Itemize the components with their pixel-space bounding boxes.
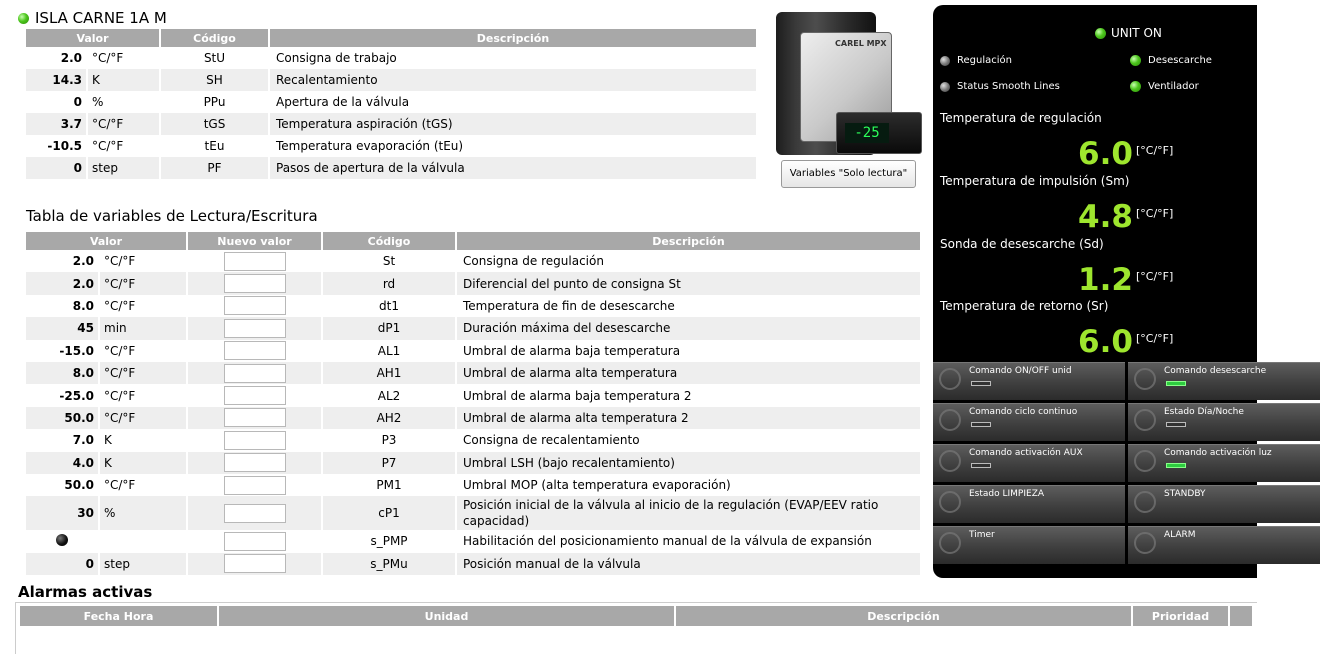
status-desescarche xyxy=(1130,55,1212,66)
readwrite-variables-table xyxy=(24,232,922,575)
code-cell: rd xyxy=(323,272,455,294)
unit-status-panel xyxy=(933,5,1272,578)
temp-label-retorno: Temperatura de retorno (Sr) xyxy=(940,299,1109,313)
unit-cell xyxy=(100,530,186,552)
code-cell: dt1 xyxy=(379,298,399,313)
device-lcd: -25 xyxy=(845,123,889,143)
command-icon xyxy=(939,450,961,472)
temp-unit: [°C/°F] xyxy=(1136,144,1174,157)
status-led-icon xyxy=(18,13,29,24)
unit-cell: K xyxy=(88,69,159,91)
col-header-codigo: Código xyxy=(323,232,455,250)
command-button[interactable] xyxy=(933,444,1125,482)
unit-cell: °C/°F xyxy=(104,298,136,313)
status-label: Regulación xyxy=(957,55,1012,66)
new-value-input[interactable] xyxy=(224,431,286,450)
command-button[interactable] xyxy=(1128,444,1320,482)
page-title: ISLA CARNE 1A M xyxy=(35,9,167,27)
table-row xyxy=(26,496,920,530)
code-cell: dP1 xyxy=(323,317,455,339)
new-value-cell xyxy=(188,295,321,317)
command-label: Comando ON/OFF unid xyxy=(969,366,1072,376)
table-row xyxy=(26,113,756,135)
command-icon xyxy=(1134,491,1156,513)
code-cell: SH xyxy=(161,69,268,91)
command-state-indicator xyxy=(1166,463,1186,468)
description-cell: Temperatura de fin de desescarche xyxy=(463,298,675,313)
status-smooth-lines xyxy=(940,81,1060,92)
description-cell: Consigna de regulación xyxy=(463,254,604,269)
description-cell: Posición manual de la válvula xyxy=(457,553,920,575)
temp-value-retorno: 6.0 xyxy=(1078,324,1133,360)
new-value-input[interactable] xyxy=(224,386,286,405)
new-value-cell xyxy=(188,553,321,575)
device-logo: CAREL MPX xyxy=(835,39,887,48)
unit-cell: °C/°F xyxy=(104,478,136,493)
code-cell: PF xyxy=(161,157,268,179)
value-cell: 2.0 xyxy=(72,254,94,269)
table-row xyxy=(26,474,920,496)
unit-cell: °C/°F xyxy=(104,343,136,358)
command-icon xyxy=(1134,532,1156,554)
command-icon xyxy=(939,409,961,431)
col-header-nuevo-valor: Nuevo valor xyxy=(188,232,321,250)
new-value-cell xyxy=(188,317,321,339)
value-cell: 45 xyxy=(26,317,98,339)
value-cell: 30 xyxy=(26,496,98,530)
rw-table-title: Tabla de variables de Lectura/Escritura xyxy=(26,207,318,225)
new-value-input[interactable] xyxy=(224,296,286,315)
status-ventilador xyxy=(1130,81,1199,92)
value-cell: -15.0 xyxy=(59,343,94,358)
new-value-cell xyxy=(188,452,321,474)
col-header-unidad: Unidad xyxy=(219,606,674,626)
unit-on-indicator xyxy=(1095,26,1162,40)
status-label: Ventilador xyxy=(1148,81,1199,92)
temp-unit: [°C/°F] xyxy=(1136,270,1174,283)
temp-unit: [°C/°F] xyxy=(1136,207,1174,220)
new-value-cell xyxy=(188,530,321,552)
new-value-cell xyxy=(188,250,321,272)
command-button[interactable] xyxy=(1128,526,1320,564)
new-value-input[interactable] xyxy=(224,504,286,523)
table-row xyxy=(26,553,920,575)
new-value-input[interactable] xyxy=(224,341,286,360)
code-cell: P3 xyxy=(381,433,397,448)
unit-cell: step xyxy=(88,157,159,179)
temp-label-regulacion: Temperatura de regulación xyxy=(940,111,1102,125)
command-label: Estado Día/Noche xyxy=(1164,407,1244,417)
alarms-table xyxy=(18,606,1254,626)
new-value-input[interactable] xyxy=(224,532,286,551)
unit-cell: °C/°F xyxy=(92,139,124,153)
table-row xyxy=(26,317,920,339)
led-icon xyxy=(1130,55,1141,66)
led-icon xyxy=(1130,81,1141,92)
command-state-indicator xyxy=(1166,422,1186,427)
col-header-valor: Valor xyxy=(26,232,186,250)
table-row xyxy=(26,69,756,91)
command-label: Comando activación AUX xyxy=(969,448,1083,458)
command-label: Comando ciclo continuo xyxy=(969,407,1078,417)
code-cell: PM1 xyxy=(376,478,402,493)
code-cell: s_PMu xyxy=(323,553,455,575)
unit-cell: min xyxy=(100,317,186,339)
value-cell: 50.0 xyxy=(26,407,98,429)
value-cell: 8.0 xyxy=(72,298,94,313)
command-icon xyxy=(939,491,961,513)
command-state-indicator xyxy=(971,381,991,386)
code-cell: tEu xyxy=(204,139,225,153)
unit-cell: °C/°F xyxy=(100,272,186,294)
value-cell: 14.3 xyxy=(26,69,86,91)
unit-cell: °C/°F xyxy=(104,254,136,269)
new-value-input[interactable] xyxy=(224,274,286,293)
new-value-cell xyxy=(188,340,321,362)
command-button[interactable] xyxy=(933,526,1125,564)
new-value-cell xyxy=(188,272,321,294)
col-header-fecha-hora: Fecha Hora xyxy=(20,606,217,626)
command-icon xyxy=(939,368,961,390)
value-cell: 4.0 xyxy=(26,452,98,474)
led-icon xyxy=(940,56,950,66)
temp-value-desescarche: 1.2 xyxy=(1078,262,1133,298)
code-cell: AL2 xyxy=(377,388,401,403)
description-cell: Apertura de la válvula xyxy=(276,95,410,109)
unit-on-led-icon xyxy=(1095,28,1106,39)
command-label: STANDBY xyxy=(1164,489,1206,499)
led-icon xyxy=(940,82,950,92)
col-header-extra xyxy=(1230,606,1252,626)
value-cell: 0 xyxy=(26,157,86,179)
code-cell: AH1 xyxy=(323,362,455,384)
table-row xyxy=(26,530,920,552)
description-cell: Diferencial del punto de consigna St xyxy=(457,272,920,294)
command-button[interactable] xyxy=(1128,403,1320,441)
page-header xyxy=(18,9,167,27)
readonly-variables-button[interactable]: Variables "Solo lectura" xyxy=(781,160,916,188)
unit-cell: % xyxy=(100,496,186,530)
temp-label-desescarche: Sonda de desescarche (Sd) xyxy=(940,237,1104,251)
col-header-descripcion: Descripción xyxy=(270,29,756,47)
col-header-descripcion: Descripción xyxy=(676,606,1131,626)
command-state-indicator xyxy=(1166,381,1186,386)
command-icon xyxy=(1134,409,1156,431)
table-row xyxy=(26,362,920,384)
new-value-cell xyxy=(188,429,321,451)
description-cell: Temperatura evaporación (tEu) xyxy=(276,139,464,153)
code-cell: tGS xyxy=(161,113,268,135)
new-value-input[interactable] xyxy=(224,554,286,573)
new-value-cell xyxy=(188,496,321,530)
description-cell: Umbral LSH (bajo recalentamiento) xyxy=(457,452,920,474)
command-button[interactable] xyxy=(933,403,1125,441)
command-button[interactable] xyxy=(1128,362,1320,400)
code-cell: PPu xyxy=(203,95,226,109)
command-label: Timer xyxy=(969,530,995,540)
unit-cell: °C/°F xyxy=(104,388,136,403)
table-row xyxy=(26,340,920,362)
description-cell: Posición inicial de la válvula al inicio de la regulación (EVAP/EEV ratio capacidad) xyxy=(457,496,920,530)
new-value-cell xyxy=(188,384,321,406)
unit-cell: % xyxy=(92,95,104,109)
unit-cell: °C/°F xyxy=(100,362,186,384)
description-cell: Umbral de alarma baja temperatura xyxy=(463,343,681,358)
table-row xyxy=(26,135,756,157)
temp-label-impulsion: Temperatura de impulsión (Sm) xyxy=(940,174,1130,188)
table-row xyxy=(26,47,756,69)
value-cell: 7.0 xyxy=(72,433,94,448)
command-label: ALARM xyxy=(1164,530,1196,540)
command-icon xyxy=(1134,368,1156,390)
code-cell: St xyxy=(382,254,396,269)
table-row xyxy=(26,429,920,451)
description-cell: Umbral de alarma alta temperatura 2 xyxy=(457,407,920,429)
command-label: Estado LIMPIEZA xyxy=(969,489,1045,499)
unit-cell: °C/°F xyxy=(100,407,186,429)
table-row xyxy=(26,295,920,317)
unit-cell: °C/°F xyxy=(92,51,124,65)
controller-device-image xyxy=(776,12,922,158)
status-label: Desescarche xyxy=(1148,55,1212,66)
command-label: Comando desescarche xyxy=(1164,366,1267,376)
description-cell: Habilitación del posicionamiento manual de la válvula de expansión xyxy=(463,534,872,549)
code-cell: AH2 xyxy=(323,407,455,429)
col-header-prioridad: Prioridad xyxy=(1133,606,1228,626)
description-cell: Recalentamiento xyxy=(270,69,756,91)
value-cell: 3.7 xyxy=(26,113,86,135)
new-value-input[interactable] xyxy=(224,319,286,338)
code-cell: P7 xyxy=(323,452,455,474)
description-cell: Pasos de apertura de la válvula xyxy=(270,157,756,179)
value-cell: 50.0 xyxy=(64,478,94,493)
new-value-cell xyxy=(188,362,321,384)
unit-cell: °C/°F xyxy=(88,113,159,135)
value-cell: 2.0 xyxy=(60,51,82,65)
command-state-indicator xyxy=(971,463,991,468)
description-cell: Temperatura aspiración (tGS) xyxy=(270,113,756,135)
new-value-input[interactable] xyxy=(224,252,286,271)
value-cell: 8.0 xyxy=(26,362,98,384)
value-cell: 0 xyxy=(26,553,98,575)
new-value-input[interactable] xyxy=(224,453,286,472)
command-icon xyxy=(1134,450,1156,472)
command-button[interactable] xyxy=(933,362,1125,400)
toggle-indicator-icon[interactable] xyxy=(56,534,68,546)
command-state-indicator xyxy=(971,422,991,427)
col-header-codigo: Código xyxy=(161,29,268,47)
value-cell xyxy=(26,530,98,552)
temp-value-impulsion: 4.8 xyxy=(1078,199,1133,235)
code-cell: s_PMP xyxy=(370,534,408,549)
description-cell: Umbral MOP (alta temperatura evaporación) xyxy=(463,478,731,493)
value-cell: 2.0 xyxy=(26,272,98,294)
readonly-variables-table xyxy=(24,29,758,179)
description-cell: Duración máxima del desescarche xyxy=(457,317,920,339)
table-row xyxy=(26,452,920,474)
table-row xyxy=(26,91,756,113)
code-cell: cP1 xyxy=(323,496,455,530)
table-row xyxy=(26,157,756,179)
command-icon xyxy=(939,532,961,554)
table-row xyxy=(26,272,920,294)
table-row xyxy=(26,384,920,406)
temp-value-regulacion: 6.0 xyxy=(1078,136,1133,172)
temp-unit: [°C/°F] xyxy=(1136,332,1174,345)
code-cell: StU xyxy=(203,51,226,65)
description-cell: Consigna de trabajo xyxy=(276,51,397,65)
status-label: Status Smooth Lines xyxy=(957,81,1060,92)
new-value-cell xyxy=(188,407,321,429)
alarms-title: Alarmas activas xyxy=(18,583,153,601)
unit-on-label: UNIT ON xyxy=(1111,26,1162,40)
new-value-input[interactable] xyxy=(224,476,286,495)
command-label: Comando activación luz xyxy=(1164,448,1272,458)
unit-cell: step xyxy=(100,553,186,575)
description-cell: Consigna de recalentamiento xyxy=(463,433,640,448)
new-value-input[interactable] xyxy=(224,408,286,427)
value-cell: 0 xyxy=(73,95,82,109)
device-display-panel xyxy=(836,112,922,154)
col-header-valor: Valor xyxy=(26,29,159,47)
unit-cell: K xyxy=(104,433,112,448)
unit-cell: K xyxy=(100,452,186,474)
command-button[interactable] xyxy=(933,485,1125,523)
new-value-cell xyxy=(188,474,321,496)
col-header-descripcion: Descripción xyxy=(457,232,920,250)
command-button[interactable] xyxy=(1128,485,1320,523)
description-cell: Umbral de alarma baja temperatura 2 xyxy=(463,388,692,403)
table-row xyxy=(26,250,920,272)
value-cell: -25.0 xyxy=(59,388,94,403)
status-regulacion xyxy=(940,55,1012,66)
new-value-input[interactable] xyxy=(224,364,286,383)
value-cell: -10.5 xyxy=(47,139,82,153)
table-row xyxy=(26,407,920,429)
description-cell: Umbral de alarma alta temperatura xyxy=(457,362,920,384)
code-cell: AL1 xyxy=(377,343,401,358)
